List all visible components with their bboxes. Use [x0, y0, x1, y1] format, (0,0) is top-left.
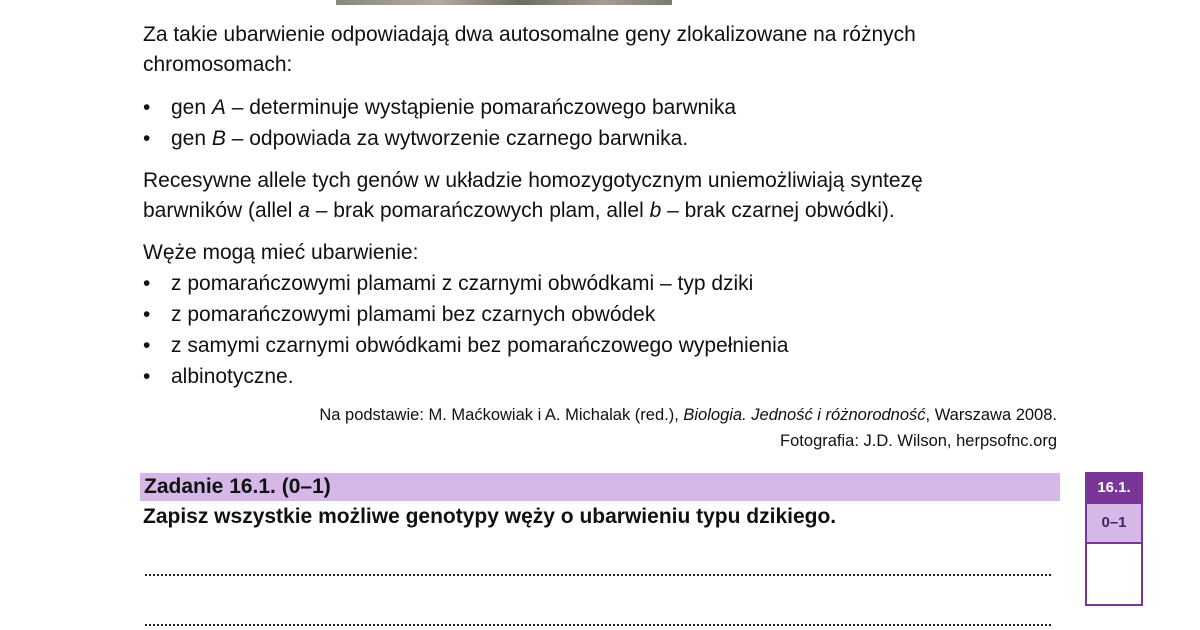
photo-credit: Fotografia: J.D. Wilson, herpsofnc.org	[780, 432, 1057, 450]
photo-bottom-edge	[336, 0, 672, 5]
bullet-icon: •	[143, 96, 151, 119]
score-entry-cell[interactable]	[1087, 544, 1141, 604]
answer-line-2[interactable]	[145, 624, 1051, 626]
source-citation: Na podstawie: M. Maćkowiak i A. Michalak (red.), Biologia. Jedność i różnorodność, Warszawa 2008. Fotografia: J.D. Wilson, herpsofnc.org	[319, 406, 1057, 450]
list-item: • z pomarańczowymi plamami bez czarnych obwódek	[143, 299, 1063, 330]
task-header-bar	[140, 473, 1060, 501]
bullet-icon: •	[143, 127, 151, 150]
score-range: 0–1	[1087, 502, 1141, 544]
recessive-paragraph: Recesywne allele tych genów w układzie homozygotycznym uniemożliwiają syntezę barwników (allel a – brak pomarańczowych plam, allel b – brak czarnej obwódki).	[143, 169, 923, 222]
task-content	[143, 20, 1063, 454]
list-item: • gen B – odpowiada za wytworzenie czarnego barwnika.	[143, 123, 1063, 154]
list-item: • gen A – determinuje wystąpienie pomarańczowego barwnika	[143, 92, 1063, 123]
intro-line-1: Za takie ubarwienie odpowiadają dwa autosomalne geny zlokalizowane na różnych	[143, 23, 916, 46]
score-box	[1085, 472, 1143, 606]
bullet-icon: •	[143, 303, 151, 326]
bullet-icon: •	[143, 365, 151, 388]
coloring-list	[143, 268, 1063, 392]
bullet-icon: •	[143, 272, 151, 295]
list-item: • z pomarańczowymi plamami z czarnymi obwódkami – typ dziki	[143, 268, 1063, 299]
score-task-id: 16.1.	[1087, 474, 1141, 502]
list-item: • albinotyczne.	[143, 361, 1063, 392]
intro-paragraph	[143, 20, 1063, 80]
list-item: • z samymi czarnymi obwódkami bez pomarańczowego wypełnienia	[143, 330, 1063, 361]
book-title: Biologia. Jedność i różnorodność	[683, 406, 926, 424]
task-instruction: Zapisz wszystkie możliwe genotypy węży o ubarwieniu typu dzikiego.	[143, 505, 837, 528]
intro-line-2: chromosomach:	[143, 53, 293, 76]
coloring-heading: Węże mogą mieć ubarwienie:	[143, 241, 419, 264]
bullet-icon: •	[143, 334, 151, 357]
task-title: Zadanie 16.1. (0–1)	[144, 475, 331, 498]
genes-list	[143, 92, 1063, 154]
answer-line-1[interactable]	[145, 574, 1051, 576]
